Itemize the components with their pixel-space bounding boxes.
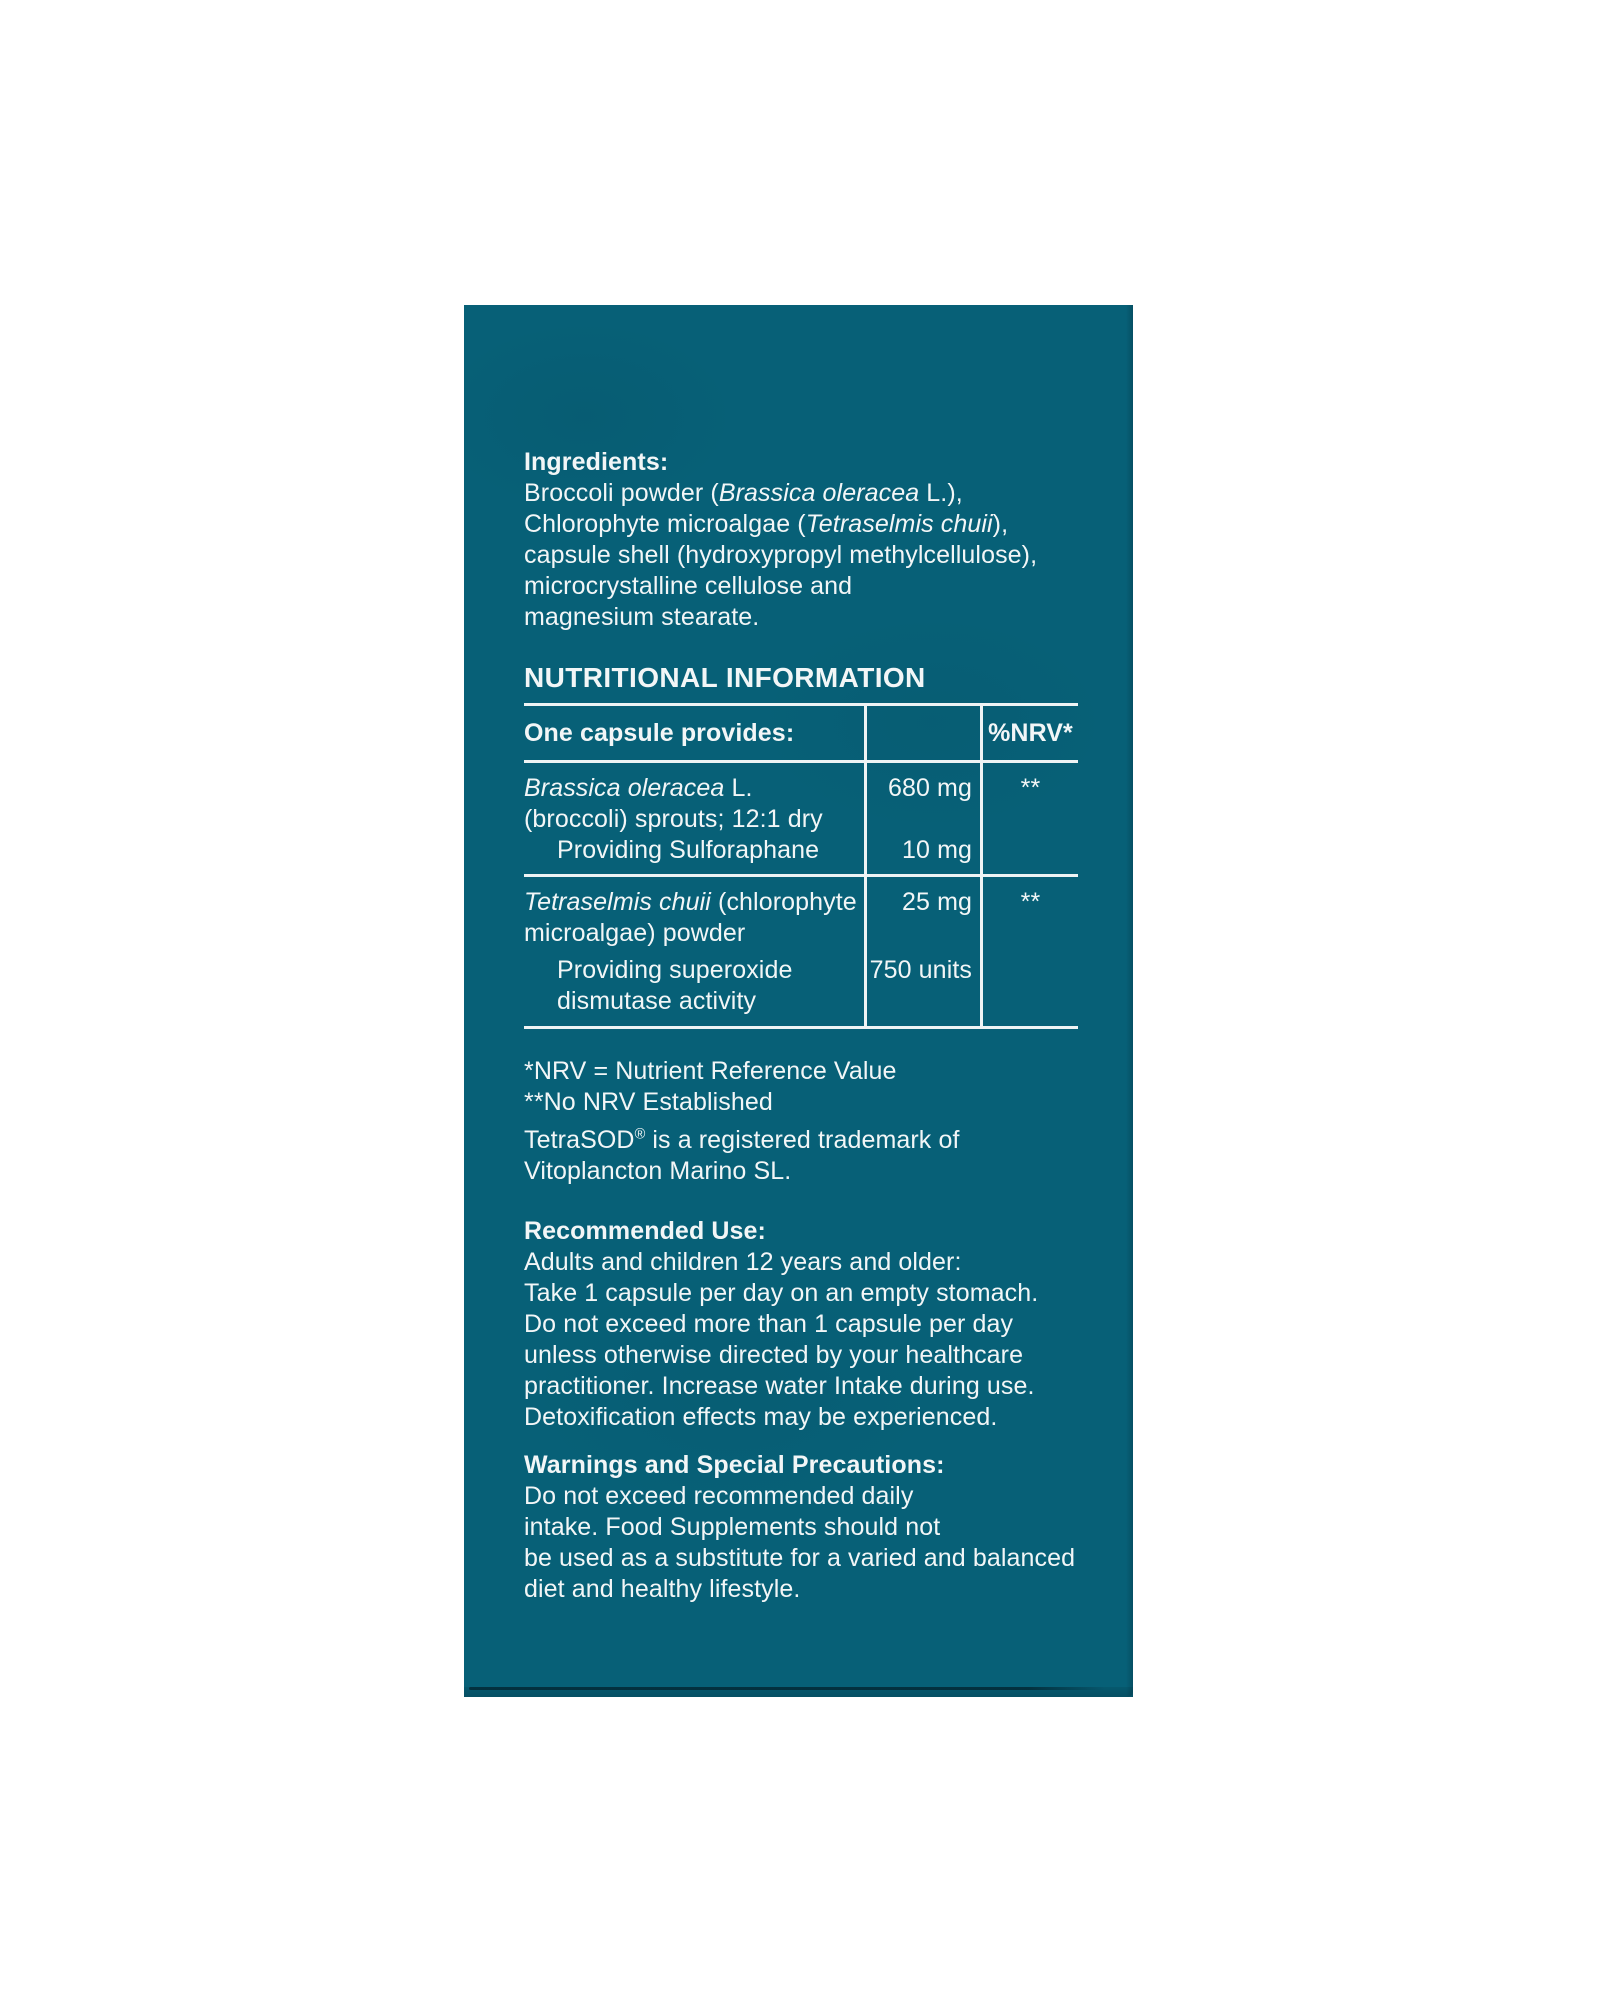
recommended-use-line: Take 1 capsule per day on an empty stomach.: [524, 1279, 1039, 1307]
row-nrv-cell: [980, 877, 1078, 1026]
recommended-use-line: Do not exceed more than 1 capsule per day: [524, 1310, 1014, 1338]
table-header-amount: [864, 706, 980, 760]
ingredients-heading: Ingredients:: [524, 448, 669, 476]
row-name-cell: [524, 763, 864, 874]
table-row-broccoli: [524, 763, 1078, 877]
spacer-line: [867, 918, 972, 949]
ingredients-line: microcrystalline cellulose and: [524, 572, 853, 600]
warnings-section: [524, 1450, 1078, 1605]
table-header-nrv: %NRV*: [980, 706, 1078, 760]
box-right-edge-shading: [1126, 305, 1133, 1697]
nutrition-table-header-row: [524, 706, 1078, 763]
row-nrv-value: **: [1020, 774, 1041, 802]
nrv-footnote: *NRV = Nutrient Reference Value: [524, 1057, 897, 1085]
warnings-line: be used as a substitute for a varied and balanced: [524, 1544, 1076, 1572]
warnings-line: Do not exceed recommended daily: [524, 1482, 914, 1510]
row-name-line: (broccoli) sprouts; 12:1 dry: [524, 805, 823, 833]
recommended-use-line: practitioner. Increase water Intake during use.: [524, 1372, 1035, 1400]
nutritional-information-heading: NUTRITIONAL INFORMATION: [524, 662, 926, 693]
ingredients-line: capsule shell (hydroxypropyl methylcellulose),: [524, 541, 1038, 569]
row-amount: 680 mg: [888, 774, 972, 802]
panel-content: [524, 447, 1078, 1605]
nrv-footnotes: [524, 1056, 1078, 1118]
table-row-microalgae: [524, 877, 1078, 1026]
row-nrv-cell: [980, 763, 1078, 874]
warnings-heading: Warnings and Special Precautions:: [524, 1451, 945, 1479]
row-name-cell: [524, 877, 864, 1026]
trademark-note: [524, 1125, 1078, 1187]
trademark-line: TetraSOD® is a registered trademark of: [524, 1126, 960, 1154]
row-nrv-value: **: [1020, 888, 1041, 916]
row-amount-cell: [864, 877, 980, 1026]
table-header-provides: One capsule provides:: [524, 719, 795, 747]
row-amount-cell: [864, 763, 980, 874]
ingredients-line: Chlorophyte microalgae (Tetraselmis chuii),: [524, 510, 1009, 538]
ingredients-section: [524, 447, 1078, 633]
supplement-box-back-panel: [464, 305, 1133, 1697]
row-sub-amount: 750 units: [869, 956, 972, 984]
recommended-use-line: unless otherwise directed by your healthcare: [524, 1341, 1024, 1369]
recommended-use-line: Detoxification effects may be experienced.: [524, 1403, 998, 1431]
recommended-use-section: [524, 1216, 1078, 1433]
row-name-line: Brassica oleracea L.: [524, 774, 753, 802]
row-amount: 25 mg: [902, 888, 972, 916]
warnings-line: diet and healthy lifestyle.: [524, 1575, 801, 1603]
spacer-line: [867, 804, 972, 835]
ingredients-line: Broccoli powder (Brassica oleracea L.),: [524, 479, 963, 507]
row-subname-line: Providing superoxide: [557, 956, 793, 984]
row-name-line: microalgae) powder: [524, 919, 746, 947]
row-subname-line: Providing Sulforaphane: [557, 836, 820, 864]
row-sub-amount: 10 mg: [902, 836, 972, 864]
nutrition-table: [524, 703, 1078, 1029]
row-name-line: Tetraselmis chuii (chlorophyte: [524, 888, 857, 916]
ingredients-line: magnesium stearate.: [524, 603, 760, 631]
recommended-use-heading: Recommended Use:: [524, 1217, 766, 1245]
recommended-use-line: Adults and children 12 years and older:: [524, 1248, 962, 1276]
row-subname-line: dismutase activity: [557, 987, 757, 1015]
trademark-line: Vitoplancton Marino SL.: [524, 1157, 792, 1185]
warnings-line: intake. Food Supplements should not: [524, 1513, 941, 1541]
nrv-footnote: **No NRV Established: [524, 1088, 773, 1116]
spacer-line: [867, 986, 972, 1017]
box-bottom-edge-shading: [464, 1687, 1133, 1697]
